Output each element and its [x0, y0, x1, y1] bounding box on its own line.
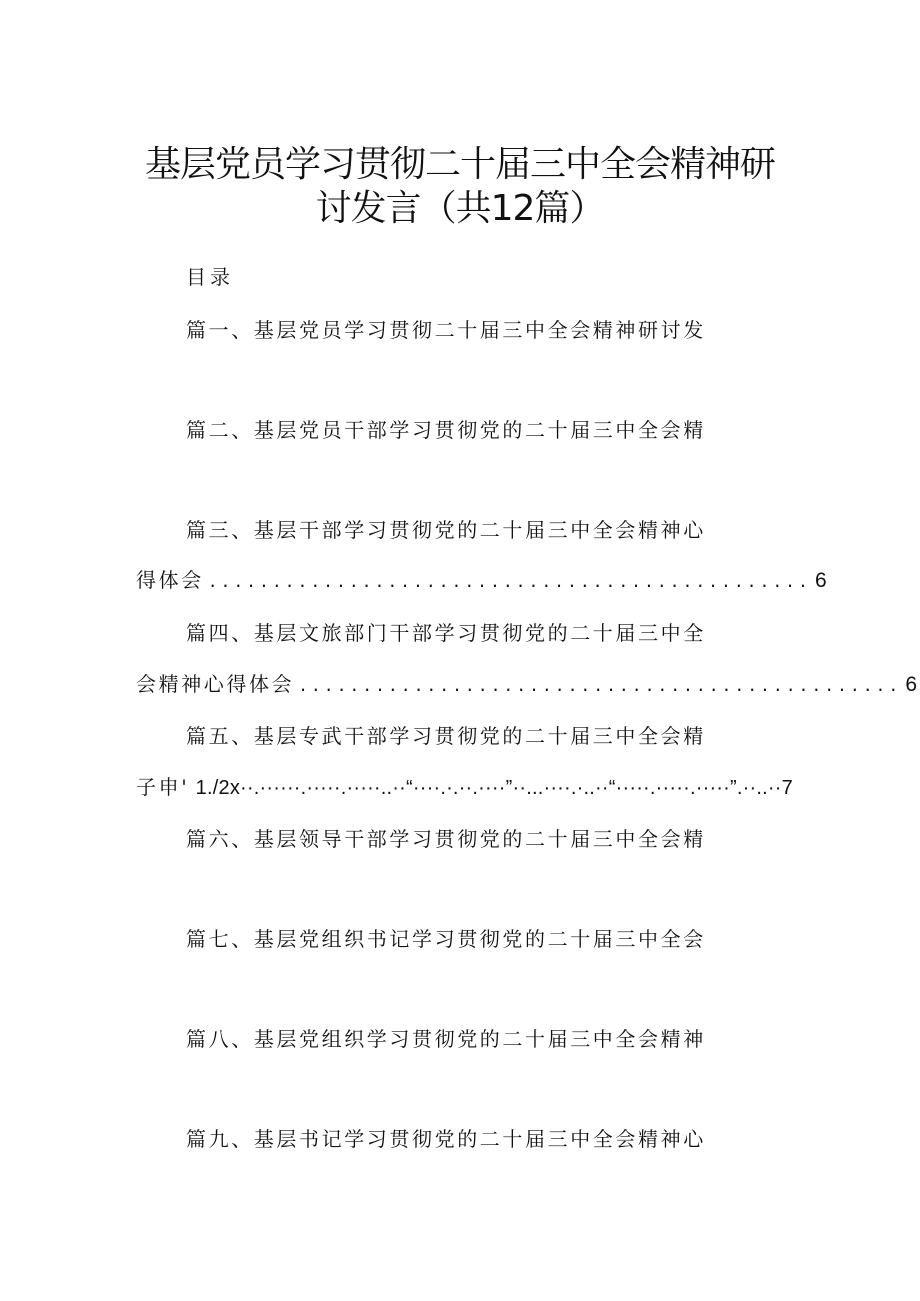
toc-entry-4-cont-text: 会精神心得体会 [136, 672, 295, 696]
toc-entry-3-leader: ............................................... [207, 572, 811, 591]
toc-entry-4-leader: ............................................... [298, 676, 902, 695]
document-title-line-2: 讨发言（共12篇） [315, 188, 605, 229]
toc-entry-3-continuation[interactable] [136, 564, 827, 593]
toc-entry-5-cont-prefix: 子申' [136, 775, 190, 799]
toc-entry-4-continuation[interactable] [136, 668, 918, 697]
toc-entry-4-page-number: 6 [905, 673, 918, 696]
toc-entry-5-continuation[interactable] [136, 771, 793, 800]
document-title-line-1: 基层党员学习贯彻二十届三中全会精神研 [144, 144, 775, 185]
toc-entry-3[interactable]: 篇三、基层干部学习贯彻党的二十届三中全会精神心 [186, 518, 706, 542]
toc-entry-2[interactable]: 篇二、基层党员干部学习贯彻党的二十届三中全会精 [186, 418, 706, 442]
toc-entry-3-page-number: 6 [814, 569, 827, 592]
toc-entry-4[interactable]: 篇四、基层文旅部门干部学习贯彻党的二十届三中全 [186, 621, 706, 645]
toc-heading: 目录 [186, 265, 234, 289]
toc-entry-9[interactable]: 篇九、基层书记学习贯彻党的二十届三中全会精神心 [186, 1127, 706, 1151]
toc-entry-3-cont-text: 得体会 [136, 568, 204, 592]
toc-entry-7[interactable]: 篇七、基层党组织书记学习贯彻党的二十届三中全会 [186, 927, 706, 951]
toc-entry-5-cont-garbled: 1./2x··.······.·····.·····..··“····.·.··.····”··...····.·..··“·····.·····.·····”.··..··7 [195, 777, 793, 799]
toc-entry-1[interactable]: 篇一、基层党员学习贯彻二十届三中全会精神研讨发 [186, 318, 706, 342]
toc-entry-8[interactable]: 篇八、基层党组织学习贯彻党的二十届三中全会精神 [186, 1027, 706, 1051]
toc-entry-5[interactable]: 篇五、基层专武干部学习贯彻党的二十届三中全会精 [186, 724, 706, 748]
toc-entry-6[interactable]: 篇六、基层领导干部学习贯彻党的二十届三中全会精 [186, 827, 706, 851]
